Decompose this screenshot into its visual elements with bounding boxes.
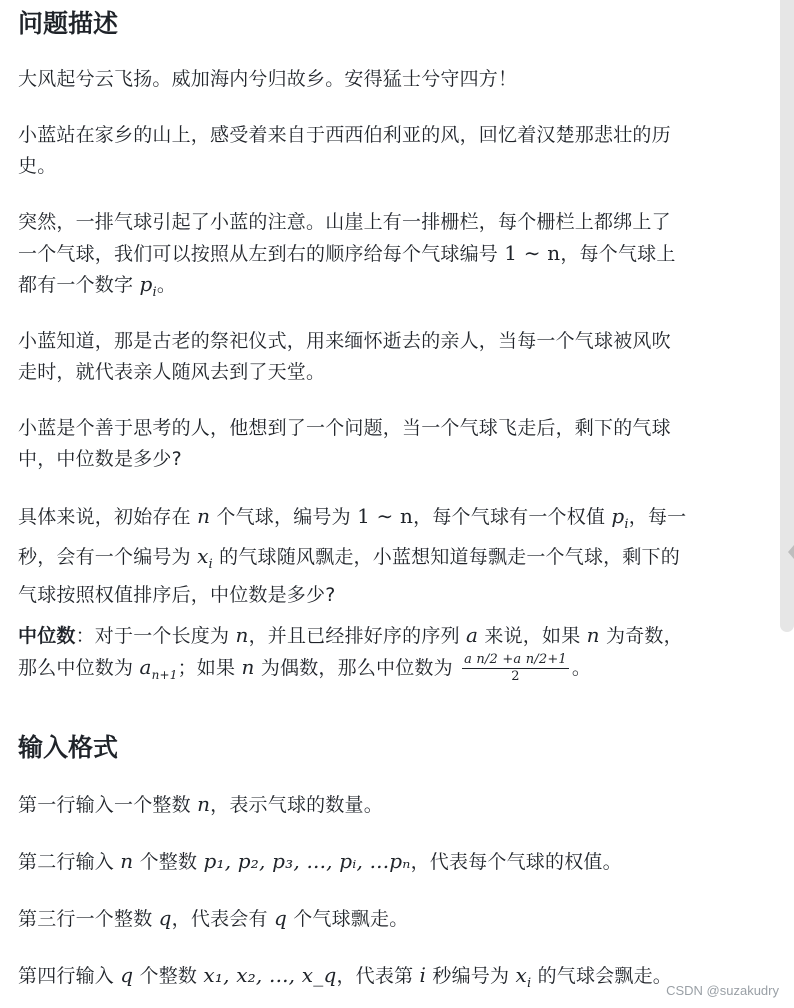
math-even-median: $\frac{\text{a n/2 +a n/2+1}}{2}$ [464,651,567,684]
math-p-i: $p_i$ [139,272,157,300]
scroll-arrow-icon[interactable] [788,545,794,559]
input-heading: 输入格式 [18,733,119,762]
input-line-4: 第四行输入 q 个整数 x₁, x₂, ..., x_q，代表第 i 秒编号为 $x_i$ 的气球会飘走。 [18,963,672,991]
paragraph-ritual: 小蓝知道，那是古老的祭祀仪式，用来缅怀逝去的亲人，当每一个气球被风吹 走时，就代表亲人随风去到了天堂。 [18,330,671,383]
median-term: 中位数 [18,625,76,647]
input-line-1: 第一行输入一个整数 n，表示气球的数量。 [18,792,383,816]
math-odd-median: $a_{n+1}$ [139,654,178,682]
paragraph-median: 中位数：对于一个长度为 n，并且已经排好序的序列 a 来说，如果 n 为奇数， 那么中位数为 $a_{n+1}$；如果 n 为偶数，那么中位数为 $\frac{\text{a n/2 +a n/2+1}}{2}$ 。 [18,623,683,684]
input-line-2: 第二行输入 n 个整数 p₁, p₂, p₃, ..., pᵢ, ...pₙ，代表每个气球的权值。 [18,849,622,873]
paragraph-intro: 小蓝站在家乡的山上，感受着来自于西西伯利亚的风，回忆着汉楚那悲壮的历 史。 [18,124,671,177]
paragraph-specifics: 具体来说，初始存在 n 个气球，编号为 1 ∼ n，每个气球有一个权值 $p_i$，每一 秒，会有一个编号为 $x_i$ 的气球随风飘走，小蓝想知道每飘走一个气球，剩下的 气球按照权值排序后，中位数是多少? [18,504,687,606]
scrollbar-track[interactable] [780,0,794,632]
math-x-list: x₁, x₂, ..., x_q [203,963,337,987]
input-line-3: 第三行一个整数 q，代表会有 q 个气球飘走。 [18,906,409,930]
paragraph-question: 小蓝是个善于思考的人，他想到了一个问题，当一个气球飞走后，剩下的气球 中，中位数是多少? [18,417,671,470]
problem-heading: 问题描述 [18,9,119,38]
math-range: 1 ∼ n [504,240,561,265]
paragraph-poem: 大风起兮云飞扬。威加海内兮归故乡。安得猛士兮守四方！ [18,68,518,90]
watermark: CSDN @suzakudry [666,983,779,998]
math-p-list: p₁, p₂, p₃, ..., pᵢ, ...pₙ [203,849,411,873]
paragraph-balloons: 突然，一排气球引起了小蓝的注意。山崖上有一排栅栏，每个栅栏上都绑上了 一个气球，我们可以按照从左到右的顺序给每个气球编号 1 ∼ n，每个气球上 都有一个数字 $p_i$。 [18,211,676,300]
